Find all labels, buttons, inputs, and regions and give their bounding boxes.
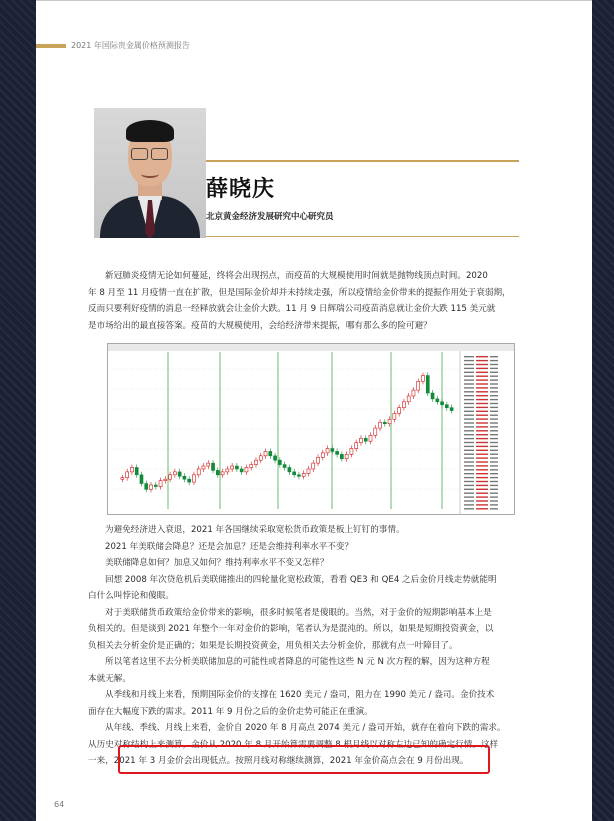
quote-panel-mark [490, 450, 498, 451]
body-line: 面存在大幅度下跌的需求。2011 年 9 月份之后的金价走势可能正在重演。 [88, 706, 373, 717]
quote-panel-mark [464, 438, 474, 439]
candle-body [269, 451, 272, 455]
body-line: 2021 年美联储会降息？还是会加息？还是会维持利率水平不变？ [105, 541, 354, 552]
quote-panel-mark [490, 403, 498, 404]
quote-panel-mark [476, 481, 488, 482]
quote-panel-mark [464, 493, 474, 494]
candle-body [393, 413, 396, 419]
quote-panel-mark [490, 465, 498, 466]
candle-body [283, 465, 286, 468]
candle-body [216, 470, 219, 474]
candle-body [307, 469, 310, 473]
candle-body [374, 428, 377, 435]
candle-body [164, 479, 167, 481]
quote-panel-mark [464, 481, 474, 482]
quote-panel-mark [464, 391, 474, 392]
quote-panel-mark [490, 504, 498, 505]
quote-panel-mark [490, 469, 498, 470]
candle-body [431, 393, 434, 399]
quote-panel-mark [464, 442, 474, 443]
candle-body [436, 399, 439, 402]
candle-body [240, 469, 243, 472]
quote-panel-mark [476, 372, 488, 373]
quote-panel-mark [476, 477, 488, 478]
quote-panel-mark [464, 485, 474, 486]
candle-body [264, 451, 267, 455]
quote-panel-mark [490, 489, 498, 490]
quote-panel-mark [476, 461, 488, 462]
quote-panel-mark [464, 422, 474, 423]
quote-panel-mark [476, 489, 488, 490]
candle-body [140, 475, 143, 484]
candle-body [398, 408, 401, 414]
quote-panel-mark [476, 469, 488, 470]
body-line: 所以笔者这里不去分析美联储加息的可能性或者降息的可能性这些 N 元 N 次方程的解，因为这种方程 [105, 657, 490, 667]
candle-body [159, 481, 162, 487]
quote-panel-mark [490, 411, 498, 412]
quote-panel-mark [476, 454, 488, 455]
candle-body [178, 472, 181, 476]
candle-body [379, 422, 382, 428]
candle-body [450, 408, 453, 411]
author-name: 薛晓庆 [206, 177, 276, 202]
quote-panel-mark [490, 379, 498, 380]
quote-panel-mark [464, 368, 474, 369]
quote-panel-mark [476, 387, 488, 388]
quote-panel-mark [476, 426, 488, 427]
quote-panel-mark [464, 383, 474, 384]
candle-body [316, 457, 319, 463]
author-affiliation: 北京黄金经济发展研究中心研究员 [206, 212, 334, 222]
quote-panel-mark [490, 426, 498, 427]
quote-panel-mark [464, 489, 474, 490]
candle-body [412, 390, 415, 396]
candle-body [336, 451, 339, 454]
candle-body [312, 463, 315, 469]
quote-panel-mark [464, 387, 474, 388]
candle-body [169, 475, 172, 479]
candle-body [126, 472, 129, 478]
quote-panel-mark [464, 407, 474, 408]
candle-body [197, 469, 200, 475]
quote-panel-mark [464, 376, 474, 377]
candle-body [221, 472, 224, 475]
intro-line: 新冠肺炎疫情无论如何蔓延，终将会出现拐点，而疫苗的大规模使用时间就是抛物线顶点时间。2020 [105, 271, 488, 281]
candle-body [274, 456, 277, 460]
intro-line: 年 8 月至 11 月疫情一直在扩散，但是国际金价却并未持续走强，所以疫情给金价带来的提振作用处于衰弱期， [88, 287, 511, 298]
quote-panel-mark [490, 387, 498, 388]
quote-panel-mark [476, 465, 488, 466]
quote-panel-mark [476, 395, 488, 396]
quote-panel-mark [476, 356, 488, 357]
quote-panel-mark [476, 508, 488, 509]
top-rule [36, 0, 592, 1]
quote-panel-mark [490, 360, 498, 361]
quote-panel-mark [476, 493, 488, 494]
quote-panel-mark [464, 508, 474, 509]
quote-panel-mark [464, 473, 474, 474]
body-line: 从年线、季线、月线上来看，金价自 2020 年 8 月高点 2074 美元 / 盎司开始，就存在着向下跌的需求。 [105, 723, 506, 733]
candle-body [331, 449, 334, 452]
candle-body [254, 460, 257, 464]
quote-panel-mark [476, 500, 488, 501]
quote-panel-mark [464, 364, 474, 365]
quote-panel-mark [490, 473, 498, 474]
candle-body [340, 454, 343, 458]
candle-body [293, 472, 296, 475]
quote-panel-mark [476, 504, 488, 505]
name-rule-top [206, 160, 519, 162]
quote-panel-mark [476, 407, 488, 408]
quote-panel-mark [476, 379, 488, 380]
candle-body [326, 449, 329, 453]
quote-panel-mark [464, 430, 474, 431]
intro-paragraph [88, 268, 542, 334]
quote-panel-mark [464, 356, 474, 357]
right-decorative-border [592, 0, 614, 821]
quote-panel-mark [464, 450, 474, 451]
quote-panel-mark [490, 446, 498, 447]
intro-line: 是市场给出的最直接答案。疫苗的大规模使用，会给经济带来提振，哪有那么多的险可避？ [88, 320, 432, 331]
quote-panel-mark [476, 473, 488, 474]
left-decorative-border [0, 0, 36, 821]
body-line: 美联储降息如何？加息又如何？维持利率水平不变又怎样？ [105, 558, 329, 568]
quote-panel-mark [464, 477, 474, 478]
quote-panel-mark [490, 442, 498, 443]
candle-body [145, 484, 148, 490]
quote-panel-mark [490, 383, 498, 384]
body-line: 一来，2021 年 3 月金价会出现低点。按照月线对称继续测算，2021 年金价高点会在 9 月份出现。 [88, 756, 469, 766]
quote-panel-mark [490, 356, 498, 357]
candle-body [202, 466, 205, 469]
quote-panel-mark [476, 450, 488, 451]
candle-body [421, 376, 424, 382]
quote-panel-mark [464, 426, 474, 427]
candle-body [426, 376, 429, 394]
quote-panel-mark [490, 399, 498, 400]
highlight-box [118, 745, 490, 774]
candle-body [235, 466, 238, 469]
quote-panel-mark [476, 438, 488, 439]
running-header: 2021 年国际贵金属价格预测报告 [71, 41, 190, 50]
body-text [88, 522, 542, 770]
quote-panel-mark [490, 422, 498, 423]
quote-panel-mark [464, 395, 474, 396]
quote-panel-mark [464, 399, 474, 400]
quote-panel-mark [476, 430, 488, 431]
quote-panel-mark [476, 399, 488, 400]
quote-panel-mark [464, 500, 474, 501]
quote-panel-mark [476, 376, 488, 377]
quote-panel-mark [464, 457, 474, 458]
candle-body [369, 435, 372, 441]
quote-panel-mark [464, 461, 474, 462]
quote-panel-mark [476, 383, 488, 384]
body-line: 负相关的。但是谈到 2021 年整个一年对金价的影响，笔者认为是混沌的。所以，如果是短期投资黄金，以 [88, 624, 494, 634]
candle-body [259, 456, 262, 460]
quote-panel-mark [464, 418, 474, 419]
name-rule-bottom [206, 236, 519, 237]
candle-body [355, 443, 358, 449]
quote-panel-mark [490, 407, 498, 408]
candle-body [364, 438, 367, 441]
quote-panel-mark [476, 422, 488, 423]
candle-body [350, 449, 353, 455]
quote-panel-mark [476, 418, 488, 419]
candle-body [183, 476, 186, 479]
quote-panel-mark [476, 457, 488, 458]
intro-line: 反而只要利好疫情的消息一经释放就会让金价大跌。11 月 9 日辉瑞公司疫苗消息就让金价大跌 115 美元就 [88, 304, 496, 314]
quote-panel-mark [464, 360, 474, 361]
body-line: 回想 2008 年次贷危机后美联储推出的四轮量化宽松政策，看看 QE3 和 QE4 之后金价月线走势就能明 [105, 574, 497, 585]
quote-panel-mark [476, 415, 488, 416]
body-line: 本就无解。 [88, 673, 131, 684]
quote-panel-mark [490, 500, 498, 501]
quote-panel-mark [490, 434, 498, 435]
page-number: 64 [54, 800, 65, 809]
candle-body [250, 465, 253, 468]
candlestick-chart [108, 344, 514, 514]
candle-body [173, 472, 176, 475]
quote-panel-mark [476, 391, 488, 392]
candle-body [121, 478, 124, 480]
candle-body [321, 453, 324, 457]
quote-panel-mark [490, 454, 498, 455]
quote-panel-mark [490, 481, 498, 482]
quote-panel-mark [464, 403, 474, 404]
candle-body [345, 454, 348, 458]
candle-body [135, 468, 138, 475]
quote-panel-mark [476, 368, 488, 369]
quote-panel-mark [490, 395, 498, 396]
quote-panel-mark [490, 415, 498, 416]
quote-panel-mark [490, 391, 498, 392]
candle-body [130, 468, 133, 472]
quote-panel-mark [490, 477, 498, 478]
candle-body [212, 463, 215, 470]
candle-body [388, 419, 391, 423]
candle-body [402, 402, 405, 408]
candle-body [188, 479, 191, 482]
quote-panel-mark [490, 376, 498, 377]
candle-body [245, 468, 248, 472]
quote-panel-mark [490, 418, 498, 419]
body-line: 为避免经济进入衰退，2021 年各国继续采取宽松货币政策是板上钉钉的事情。 [105, 525, 405, 535]
quote-panel-mark [490, 430, 498, 431]
quote-panel-mark [490, 461, 498, 462]
quote-panel-mark [464, 446, 474, 447]
candle-body [149, 485, 152, 489]
quote-panel-mark [476, 411, 488, 412]
quote-panel-mark [476, 360, 488, 361]
quote-panel-mark [490, 493, 498, 494]
quote-panel-mark [476, 485, 488, 486]
quote-panel-mark [490, 372, 498, 373]
candle-body [192, 475, 195, 482]
report-page [36, 0, 592, 821]
candle-body [383, 422, 386, 424]
header-accent-bar [36, 44, 66, 48]
quote-panel-mark [476, 496, 488, 497]
body-line: 对于美联储货币政策给金价带来的影响，很多时候笔者是傻眼的。当然，对于金价的短期影响基本上是 [105, 607, 492, 618]
quote-panel-mark [464, 465, 474, 466]
quote-panel-mark [464, 504, 474, 505]
author-photo [94, 108, 206, 238]
quote-panel-mark [476, 364, 488, 365]
gold-price-chart-screenshot [107, 343, 515, 515]
quote-panel-mark [490, 438, 498, 439]
candle-body [278, 460, 281, 464]
quote-panel-mark [464, 372, 474, 373]
quote-panel-mark [464, 469, 474, 470]
candle-body [297, 475, 300, 477]
quote-panel-mark [464, 496, 474, 497]
candle-body [154, 485, 157, 487]
candle-body [417, 381, 420, 390]
candle-body [359, 438, 362, 442]
candle-body [288, 468, 291, 472]
body-line: 从季线和月线上来看，预期国际金价的支撑在 1620 美元 / 盎司，阻力在 1990 美元 / 盎司。金价技术 [105, 690, 495, 700]
quote-panel-mark [476, 442, 488, 443]
quote-panel-mark [490, 457, 498, 458]
body-line: 白什么叫悖论和傻眼。 [88, 591, 174, 601]
quote-panel-mark [464, 379, 474, 380]
quote-panel-mark [490, 368, 498, 369]
candle-body [207, 463, 210, 466]
candle-body [302, 473, 305, 476]
quote-panel-mark [490, 364, 498, 365]
candle-body [445, 405, 448, 408]
candle-body [226, 469, 229, 472]
quote-panel-mark [464, 454, 474, 455]
body-line: 负相关去分析金价是正确的；如果是长期投资黄金，用负相关去分析金价，那就有点一叶障目了。 [88, 640, 458, 651]
candle-body [407, 396, 410, 402]
quote-panel-mark [490, 485, 498, 486]
quote-panel-mark [464, 411, 474, 412]
quote-panel-mark [476, 446, 488, 447]
candle-body [441, 402, 444, 405]
body-line: 从历史对称结构上来测算，金价从 2020 年 8 月开始算需要调整 8 根月线以对称左边已知的确定行情。这样 [88, 739, 499, 750]
quote-panel-mark [476, 434, 488, 435]
quote-panel-mark [490, 508, 498, 509]
quote-panel-mark [464, 434, 474, 435]
quote-panel-mark [476, 403, 488, 404]
candle-body [231, 466, 234, 469]
quote-panel-mark [490, 496, 498, 497]
quote-panel-mark [464, 415, 474, 416]
